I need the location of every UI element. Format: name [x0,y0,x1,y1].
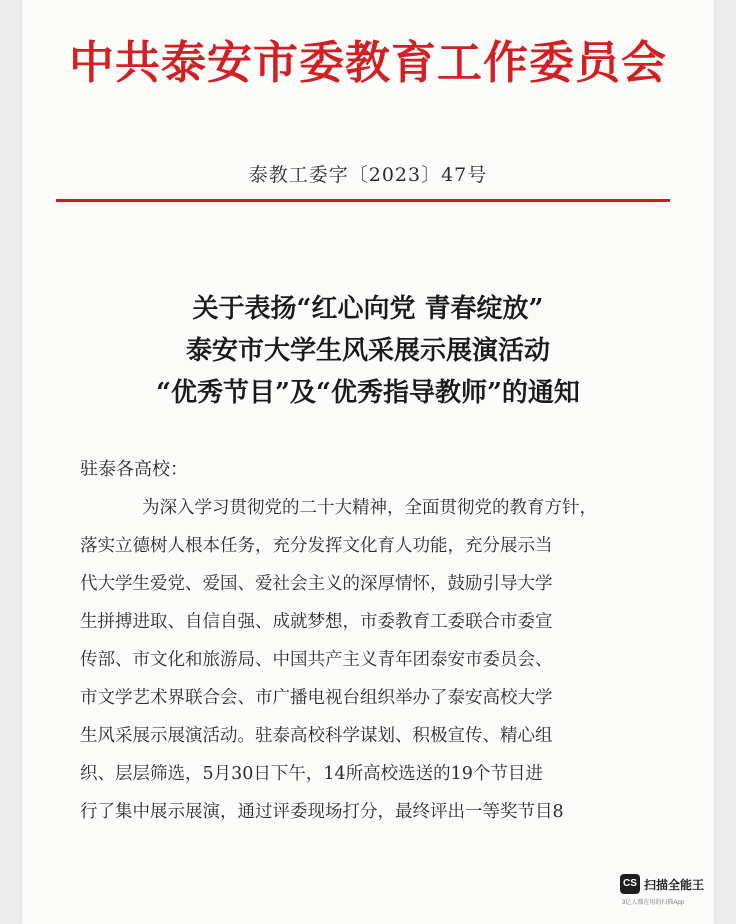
body-line: 落实立德树人根本任务，充分发挥文化育人功能，充分展示当 [80,536,553,556]
scanner-slogan: 3亿人都在用的扫描App [622,900,685,906]
document-number: 泰教工委字〔2023〕47号 [248,164,488,186]
body-line: 代大学生爱党、爱国、爱社会主义的深厚情怀，鼓励引导大学 [80,574,553,594]
body-line: 传部、市文化和旅游局、中国共产主义青年团泰安市委员会、 [80,650,553,670]
scanner-app-name: 扫描全能王 [644,878,705,892]
document-page [22,0,714,924]
camscanner-logo-icon: CS [620,874,640,894]
title-line-2: 泰安市大学生风采展示展演活动 [185,336,550,366]
body-line: 为深入学习贯彻党的二十大精神，全面贯彻党的教育方针， [142,498,597,518]
letterhead: 中共泰安市委教育工作委员会 [68,36,667,89]
body-line: 生拼搏进取、自信自强、成就梦想，市委教育工委联合市委宣 [80,612,553,632]
salutation: 驻泰各高校： [80,459,188,480]
body-line: 行了集中展示展演，通过评委现场打分，最终评出一等奖节目8 [80,802,564,822]
red-divider [56,199,670,202]
body-line: 生风采展示展演活动。驻泰高校科学谋划、积极宣传、精心组 [80,726,553,746]
title-line-3: “优秀节目”及“优秀指导教师”的通知 [156,378,580,408]
title-line-1: 关于表扬“红心向党 青春绽放” [192,294,544,324]
scanner-watermark [620,872,712,910]
body-line: 市文学艺术界联合会、市广播电视台组织举办了泰安高校大学 [80,688,553,708]
body-line: 织、层层筛选，5月30日下午，14所高校选送的19个节目进 [80,764,543,784]
